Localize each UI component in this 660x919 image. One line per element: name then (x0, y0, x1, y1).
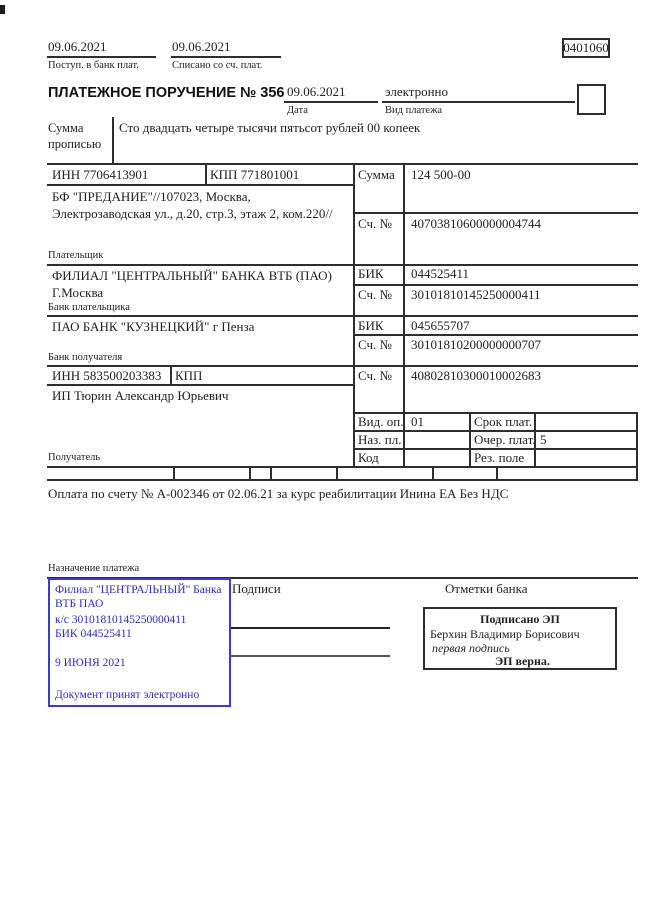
debited-date-underline (171, 56, 281, 58)
date-underline (284, 101, 378, 103)
vid-op-value: 01 (411, 414, 424, 429)
purpose-text: Оплата по счету № А-002346 от 02.06.21 за курс реабилитации Инина ЕА Без НДС (48, 486, 509, 501)
amount-label: Сумма (358, 167, 395, 182)
payee-bank-name: ПАО БАНК "КУЗНЕЦКИЙ" г Пенза (52, 319, 255, 334)
scan-artifact (0, 5, 5, 14)
payee-inn: ИНН 583500203383 (52, 368, 162, 383)
payee-name: ИП Тюрин Александр Юрьевич (52, 388, 229, 403)
grid-line (47, 163, 638, 165)
grid-line (47, 315, 638, 317)
payee-kpp: КПП (175, 368, 203, 383)
ocher-plat-value: 5 (540, 432, 547, 447)
payer-bank-bik-label: БИК (358, 266, 384, 281)
stamp-bik: БИК 044525411 (55, 628, 132, 640)
rez-pole-label: Рез. поле (474, 450, 525, 465)
payee-bank-bik-label: БИК (358, 318, 384, 333)
amount-words-value: Сто двадцать четыре тысячи пятьсот рублей 00 копеек (119, 120, 421, 135)
stamp-date: 9 ИЮНЯ 2021 (55, 657, 126, 669)
debited-date: 09.06.2021 (172, 39, 231, 54)
bank-marks-header: Отметки банка (445, 581, 528, 596)
grid-line (47, 384, 354, 386)
grid-line (353, 212, 638, 214)
form-code-box: 0401060 (562, 38, 610, 58)
payee-section-label: Получатель (48, 452, 101, 463)
payee-bank-section-label: Банк получателя (48, 352, 123, 363)
payment-kind-underline (382, 101, 575, 103)
purpose-label: Назначение платежа (48, 563, 140, 574)
payment-kind: электронно (385, 84, 449, 99)
payer-name: БФ "ПРЕДАНИЕ"//107023, Москва, Электрозаводская ул., д.20, стр.3, этаж 2, ком.220// (52, 189, 333, 221)
payee-bank-bik-value: 045655707 (411, 318, 470, 333)
naz-pl-label: Наз. пл. (358, 432, 402, 447)
document-title: ПЛАТЕЖНОЕ ПОРУЧЕНИЕ № 356 (48, 85, 285, 101)
payer-bank-account-value: 30101810145250000411 (411, 287, 541, 302)
vid-op-label: Вид. оп. (358, 414, 404, 429)
grid-line (353, 334, 638, 336)
payee-bank-account-value: 30101810200000000707 (411, 337, 541, 352)
document-date: 09.06.2021 (287, 84, 346, 99)
ocher-plat-label: Очер. плат. (474, 432, 536, 447)
payer-account-label: Сч. № (358, 216, 392, 231)
grid-line (205, 165, 207, 185)
payee-account-label: Сч. № (358, 368, 392, 383)
bank-stamp (48, 578, 231, 707)
grid-line (112, 117, 114, 164)
signature-line-1 (231, 627, 390, 629)
grid-line (47, 365, 638, 367)
payee-bank-account-label: Сч. № (358, 337, 392, 352)
date-label: Дата (287, 105, 308, 116)
grid-line (47, 466, 638, 468)
ep-stamp-signature-type: первая подпись (432, 641, 510, 655)
srok-plat-label: Срок плат. (474, 414, 533, 429)
payer-inn: ИНН 7706413901 (52, 167, 149, 182)
kod-label: Код (358, 450, 379, 465)
payer-bank-name: ФИЛИАЛ "ЦЕНТРАЛЬНЫЙ" БАНКА ВТБ (ПАО) Г.Москва (52, 268, 332, 300)
payer-section-label: Плательщик (48, 250, 104, 261)
grid-line (47, 479, 638, 481)
ep-stamp-title: Подписано ЭП (480, 612, 560, 626)
received-date-underline (47, 56, 156, 58)
received-date: 09.06.2021 (48, 39, 107, 54)
stamp-corr-account: к/с 30101810145250000411 (55, 614, 187, 626)
amount-value: 124 500-00 (411, 167, 471, 182)
payer-kpp: КПП 771801001 (210, 167, 300, 182)
grid-line (170, 366, 172, 385)
stamp-bank-name: Филиал "ЦЕНТРАЛЬНЫЙ" Банка ВТБ ПАО (55, 584, 222, 610)
stamp-note: Документ принят электронно (55, 689, 200, 701)
status-checkbox (577, 84, 606, 115)
grid-line (469, 412, 471, 467)
grid-line (353, 284, 638, 286)
ep-stamp-signer: Берхин Владимир Борисович (430, 627, 580, 641)
amount-words-label: Сумма прописью (48, 121, 102, 151)
ep-stamp-verified: ЭП верна. (495, 654, 550, 668)
grid-line (636, 412, 638, 480)
payer-bank-section-label: Банк плательщика (48, 302, 130, 313)
payer-account-value: 40703810600000004744 (411, 216, 541, 231)
debited-date-label: Списано со сч. плат. (172, 60, 263, 71)
payee-account-value: 40802810300010002683 (411, 368, 541, 383)
signatures-header: Подписи (232, 581, 281, 596)
signature-line-2 (231, 655, 390, 657)
ep-stamp (423, 607, 617, 670)
grid-line (47, 264, 638, 266)
payer-bank-account-label: Сч. № (358, 287, 392, 302)
received-date-label: Поступ. в банк плат. (48, 60, 139, 71)
payer-bank-bik-value: 044525411 (411, 266, 470, 281)
payment-kind-label: Вид платежа (385, 105, 443, 116)
grid-line (47, 184, 354, 186)
